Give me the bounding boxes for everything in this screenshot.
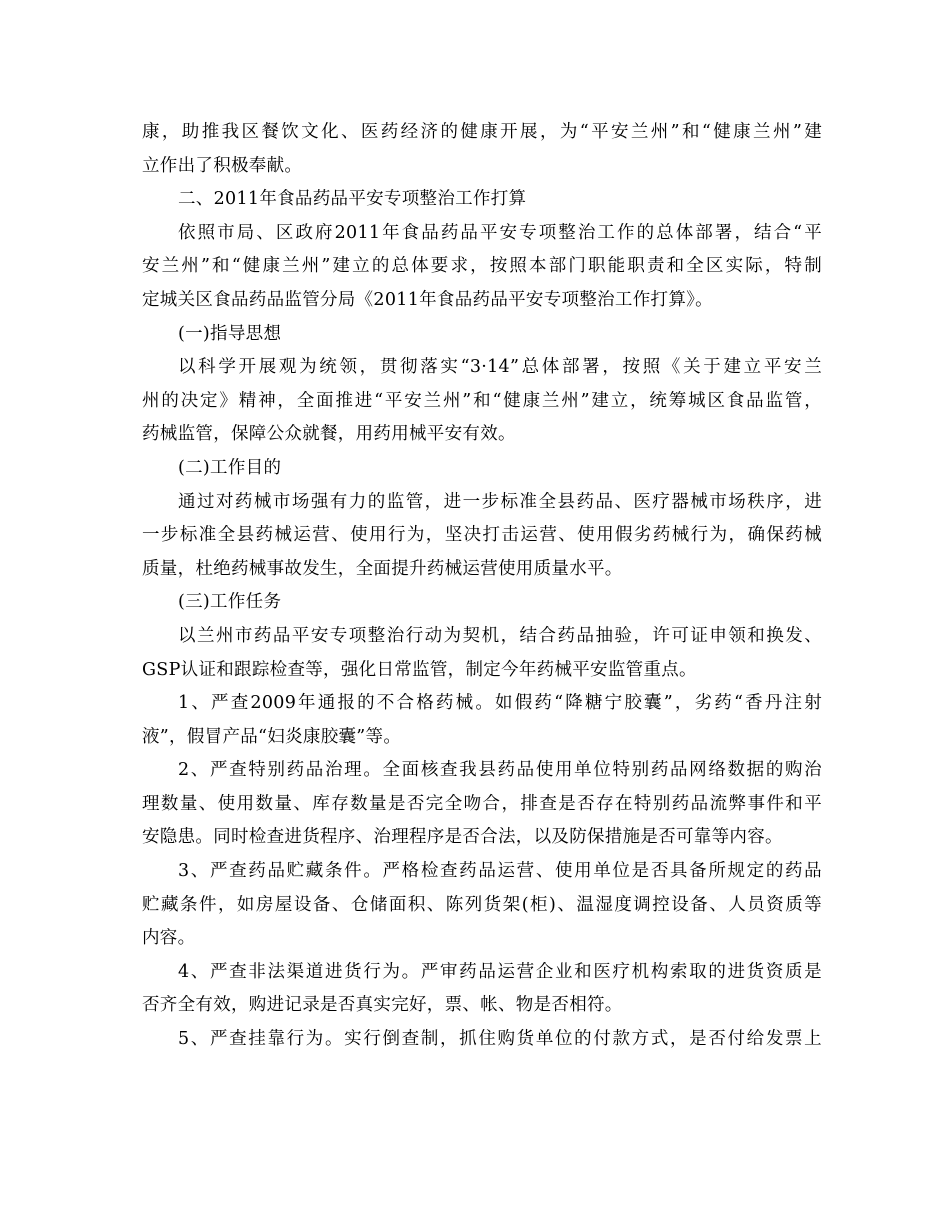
text-line: (一)指导思想: [178, 323, 282, 344]
text-line: 2、严查特别药品治理。全面核查我县药品使用单位特别药品网络数据的购治: [178, 760, 822, 781]
text-line: 质量，杜绝药械事故发生，全面提升药械运营使用质量水平。: [142, 558, 623, 579]
text-line: 二、2011年食品药品平安专项整治工作打算: [178, 189, 527, 210]
text-line: 州的决定》精神，全面推进“平安兰州”和“健康兰州”建立，统筹城区食品监管，: [142, 390, 822, 411]
text-line: GSP认证和跟踪检查等，强化日常监管，制定今年药械平安监管重点。: [142, 659, 697, 680]
text-line: 液”，假冒产品“妇炎康胶囊”等。: [142, 726, 402, 747]
text-line: 4、严查非法渠道进货行为。严审药品运营企业和医疗机构索取的进货资质是: [178, 961, 822, 982]
text-line: 否齐全有效，购进记录是否真实完好，票、帐、物是否相符。: [142, 995, 623, 1016]
text-line: 依照市局、区政府2011年食品药品平安专项整治工作的总体部署，结合“平: [178, 222, 822, 243]
text-line: 一步标准全县药械运营、使用行为，坚决打击运营、使用假劣药械行为，确保药械: [142, 525, 822, 546]
text-line: 康，助推我区餐饮文化、医药经济的健康开展，为“平安兰州”和“健康兰州”建: [142, 122, 822, 142]
text-line: 1、严查2009年通报的不合格药械。如假药“降糖宁胶囊”，劣药“香丹注射: [178, 693, 822, 714]
text-line: (三)工作任务: [178, 592, 282, 613]
text-line: 药械监管，保障公众就餐，用药用械平安有效。: [142, 424, 516, 445]
text-line: 内容。: [142, 928, 196, 949]
text-line: 安隐患。同时检查进货程序、治理程序是否合法，以及防保措施是否可靠等内容。: [142, 827, 783, 848]
text-line: 定城关区食品药品监管分局《2011年食品药品平安专项整治工作打算》。: [142, 289, 713, 310]
text-line: 通过对药械市场强有力的监管，进一步标准全县药品、医疗器械市场秩序，进: [178, 491, 822, 512]
text-line: 以兰州市药品平安专项整治行动为契机，结合药品抽验，许可证申领和换发、: [178, 625, 822, 646]
text-line: 立作出了积极奉献。: [142, 155, 303, 176]
text-line: 理数量、使用数量、库存数量是否完全吻合，排查是否存在特别药品流弊事件和平: [142, 793, 822, 814]
document-body: [142, 116, 822, 1057]
text-line: 贮藏条件，如房屋设备、仓储面积、陈列货架(柜)、温湿度调控设备、人员资质等: [142, 894, 822, 915]
text-line: 3、严查药品贮藏条件。严格检查药品运营、使用单位是否具备所规定的药品: [178, 861, 822, 882]
text-line: 以科学开展观为统领，贯彻落实“3·14”总体部署，按照《关于建立平安兰: [178, 357, 822, 378]
text-line: 5、严查挂靠行为。实行倒查制，抓住购货单位的付款方式，是否付给发票上: [178, 1029, 822, 1050]
text-line: (二)工作目的: [178, 457, 282, 478]
text-line: 安兰州”和“健康兰州”建立的总体要求，按照本部门职能职责和全区实际，特制: [142, 256, 822, 277]
